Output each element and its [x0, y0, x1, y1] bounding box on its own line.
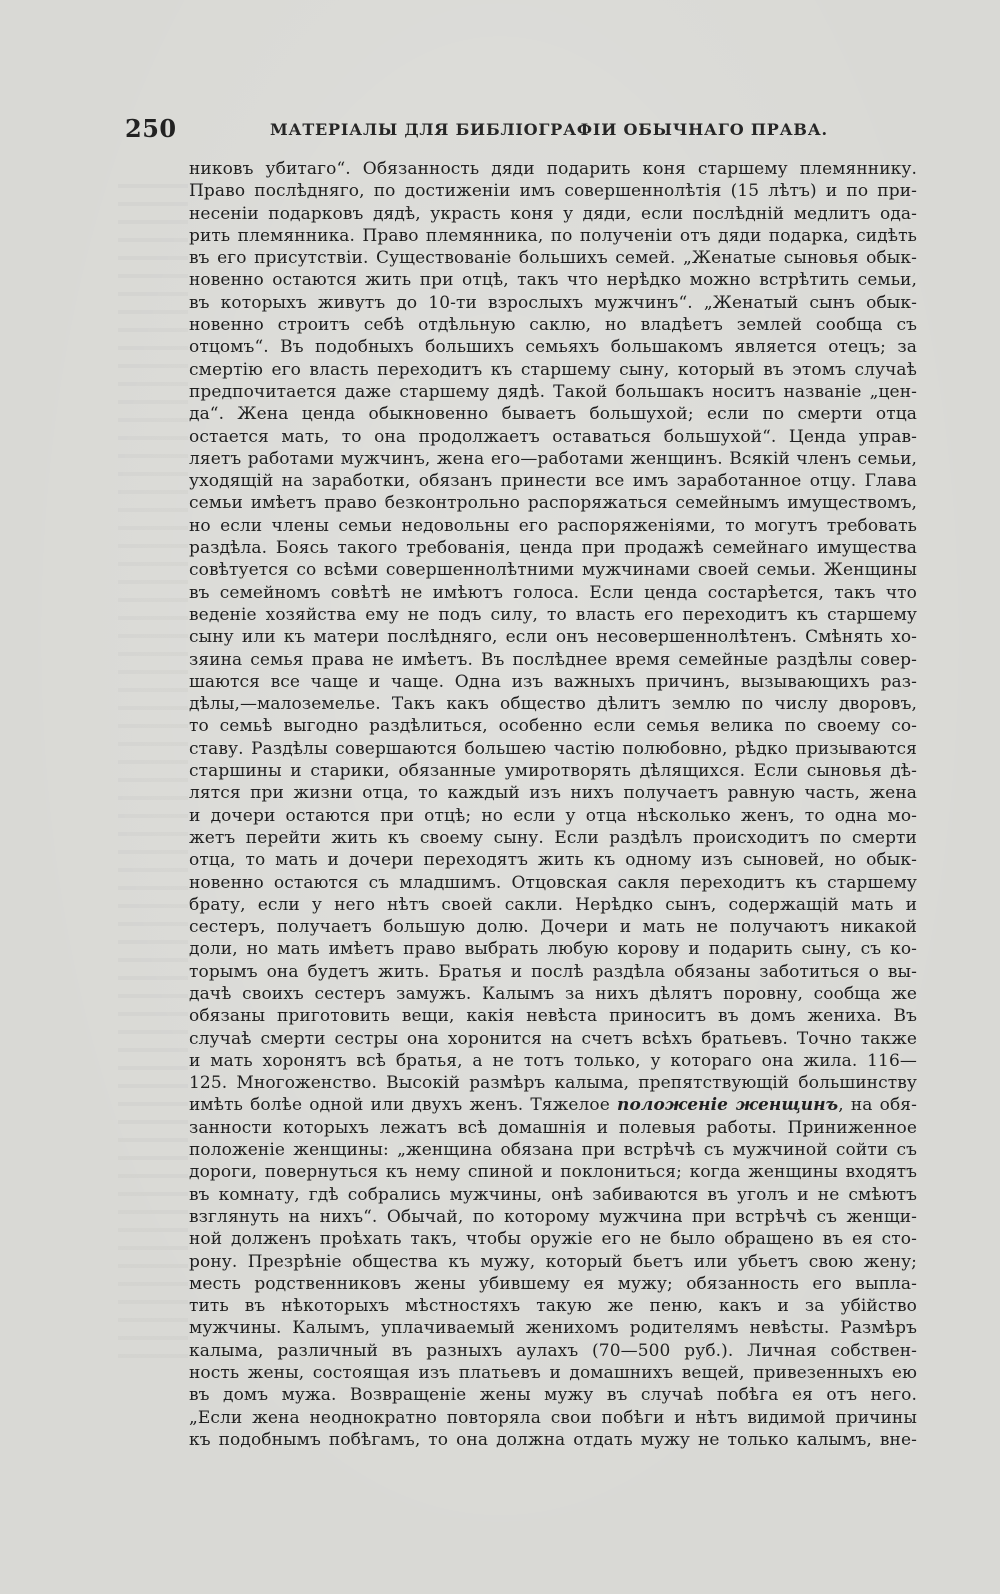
- page-header: [125, 114, 925, 150]
- text-run: имѣть болѣе одной или двухъ женъ. Тяжелое: [189, 1095, 618, 1116]
- text-line: да“. Жена ценда обыкновенно бываетъ большухой; если по смерти отца: [189, 404, 917, 425]
- text-line: отцомъ“. Въ подобныхъ большихъ семьяхъ большакомъ является отецъ; за: [189, 337, 917, 358]
- text-line: [189, 1094, 917, 1116]
- text-line: ляетъ работами мужчинъ, жена его—работами женщинъ. Всякій членъ семьи,: [189, 448, 917, 469]
- text-line: обязаны приготовить вещи, какія невѣста приноситъ въ домъ жениха. Въ: [189, 1006, 917, 1027]
- show-through-shadow: [118, 170, 188, 1370]
- text-line: къ подобнымъ побѣгамъ, то она должна отдать мужу не только калымъ, вне-: [189, 1429, 917, 1450]
- text-line: занности которыхъ лежатъ всѣ домашнія и полевыя работы. Приниженное: [189, 1117, 917, 1138]
- emphasis-text: положеніе женщинъ: [617, 1095, 839, 1116]
- text-line: никовъ убитаго“. Обязанность дяди подарить коня старшему племяннику.: [189, 159, 917, 179]
- text-line: веденіе хозяйства ему не подъ силу, то власть его переходитъ къ старшему: [189, 604, 917, 625]
- text-line: 125. Многоженство. Высокій размѣръ калыма, препятствующій большинству: [189, 1073, 917, 1094]
- text-line: жетъ перейти жить къ своему сыну. Если раздѣлъ происходитъ по смерти: [189, 827, 917, 848]
- text-line: старшины и старики, обязанные умиротворять дѣлящихся. Если сыновья дѣ-: [189, 761, 917, 782]
- text-line: въ домъ мужа. Возвращеніе жены мужу въ случаѣ побѣга ея отъ него.: [189, 1385, 917, 1406]
- text-line: предпочитается даже старшему дядѣ. Такой большакъ носитъ названіе „цен-: [189, 381, 917, 402]
- text-line: въ его присутствіи. Существованіе большихъ семей. „Женатые сыновья обык-: [189, 248, 917, 269]
- text-line: лятся при жизни отца, то каждый изъ нихъ получаетъ равную часть, жена: [189, 783, 917, 804]
- text-run: , на обя-: [838, 1095, 917, 1116]
- text-line: дороги, повернуться къ нему спиной и поклониться; когда женщины входятъ: [189, 1162, 917, 1183]
- text-line: новенно остаются жить при отцѣ, такъ что нерѣдко можно встрѣтить семьи,: [189, 270, 917, 291]
- text-line: и мать хоронятъ всѣ братья, а не тотъ только, у котораго она жила. 116—: [189, 1050, 917, 1071]
- text-line: месть родственниковъ жены убившему ея мужу; обязанность его выпла-: [189, 1273, 917, 1294]
- text-line: остается мать, то она продолжаетъ оставаться большухой“. Ценда управ-: [189, 426, 917, 447]
- text-line: но если члены семьи недовольны его распоряженіями, то могутъ требовать: [189, 515, 917, 536]
- text-line: новенно строитъ себѣ отдѣльную саклю, но владѣетъ землей сообща съ: [189, 315, 917, 336]
- text-line: доли, но мать имѣетъ право выбрать любую корову и подарить сыну, съ ко-: [189, 939, 917, 960]
- text-line: положеніе женщины: „женщина обязана при встрѣчѣ съ мужчиной сойти съ: [189, 1140, 917, 1161]
- text-line: взглянуть на нихъ“. Обычай, по которому мужчина при встрѣчѣ съ женщи-: [189, 1206, 917, 1227]
- body-text: [189, 158, 917, 1450]
- text-line: ность жены, состоящая изъ платьевъ и домашнихъ вещей, привезенныхъ ею: [189, 1363, 917, 1384]
- text-line: торымъ она будетъ жить. Братья и послѣ раздѣла обязаны заботиться о вы-: [189, 961, 917, 982]
- text-line: дачѣ своихъ сестеръ замужъ. Калымъ за нихъ дѣлятъ поровну, сообща же: [189, 983, 917, 1004]
- text-line: сестеръ, получаетъ большую долю. Дочери и мать не получаютъ никакой: [189, 917, 917, 938]
- text-line: то семьѣ выгодно раздѣлиться, особенно если семья велика по своему со-: [189, 716, 917, 737]
- text-line: тить въ нѣкоторыхъ мѣстностяхъ такую же пеню, какъ и за убійство: [189, 1296, 917, 1317]
- running-title: МАТЕРІАЛЫ ДЛЯ БИБЛІОГРАФІИ ОБЫЧНАГО ПРАВА.: [270, 120, 828, 139]
- text-line: отца, то мать и дочери переходятъ жить къ одному изъ сыновей, но обык-: [189, 850, 917, 871]
- text-line: раздѣла. Боясь такого требованія, ценда при продажѣ семейнаго имущества: [189, 538, 917, 559]
- text-line: калыма, различный въ разныхъ аулахъ (70—500 руб.). Личная собствен-: [189, 1340, 917, 1361]
- text-line: Право послѣдняго, по достиженіи имъ совершеннолѣтія (15 лѣтъ) и по при-: [189, 181, 917, 202]
- page-number: 250: [125, 114, 177, 143]
- text-line: шаются все чаще и чаще. Одна изъ важныхъ причинъ, вызывающихъ раз-: [189, 671, 917, 692]
- text-line: рить племянника. Право племянника, по полученіи отъ дяди подарка, сидѣть: [189, 225, 917, 246]
- text-line: новенно остаются съ младшимъ. Отцовская сакля переходитъ къ старшему: [189, 872, 917, 893]
- text-line: смертію его власть переходитъ къ старшему сыну, который въ этомъ случаѣ: [189, 359, 917, 380]
- text-line: уходящій на заработки, обязанъ принести все имъ заработанное отцу. Глава: [189, 471, 917, 492]
- text-line: въ комнату, гдѣ собрались мужчины, онѣ забиваются въ уголъ и не смѣютъ: [189, 1184, 917, 1205]
- text-line: совѣтуется со всѣми совершеннолѣтними мужчинами своей семьи. Женщины: [189, 560, 917, 581]
- text-line: рону. Презрѣніе общества къ мужу, который бьетъ или убьетъ свою жену;: [189, 1251, 917, 1272]
- text-line: брату, если у него нѣтъ своей сакли. Нерѣдко сынъ, содержащій мать и: [189, 894, 917, 915]
- text-line: зяина семья права не имѣетъ. Въ послѣднее время семейные раздѣлы совер-: [189, 649, 917, 670]
- text-line: случаѣ смерти сестры она хоронится на счетъ всѣхъ братьевъ. Точно также: [189, 1028, 917, 1049]
- text-line: ставу. Раздѣлы совершаются большею частію полюбовно, рѣдко призываются: [189, 738, 917, 759]
- text-line: семьи имѣетъ право безконтрольно распоряжаться семейнымъ имуществомъ,: [189, 493, 917, 514]
- text-line: дѣлы,—малоземелье. Такъ какъ общество дѣлитъ землю по числу дворовъ,: [189, 694, 917, 715]
- text-line: несеніи подарковъ дядѣ, украсть коня у дяди, если послѣдній медлитъ ода-: [189, 203, 917, 224]
- text-line: сыну или къ матери послѣдняго, если онъ несовершеннолѣтенъ. Смѣнять хо-: [189, 627, 917, 648]
- text-line: мужчины. Калымъ, уплачиваемый женихомъ родителямъ невѣсты. Размѣръ: [189, 1318, 917, 1339]
- text-line: въ которыхъ живутъ до 10-ти взрослыхъ мужчинъ“. „Женатый сынъ обык-: [189, 292, 917, 313]
- text-line: въ семейномъ совѣтѣ не имѣютъ голоса. Если ценда состарѣется, такъ что: [189, 582, 917, 603]
- text-line: „Если жена неоднократно повторяла свои побѣги и нѣтъ видимой причины: [189, 1407, 917, 1428]
- text-line: и дочери остаются при отцѣ; но если у отца нѣсколько женъ, то одна мо-: [189, 805, 917, 826]
- text-line: ной долженъ проѣхать такъ, чтобы оружіе его не было обращено въ ея сто-: [189, 1229, 917, 1250]
